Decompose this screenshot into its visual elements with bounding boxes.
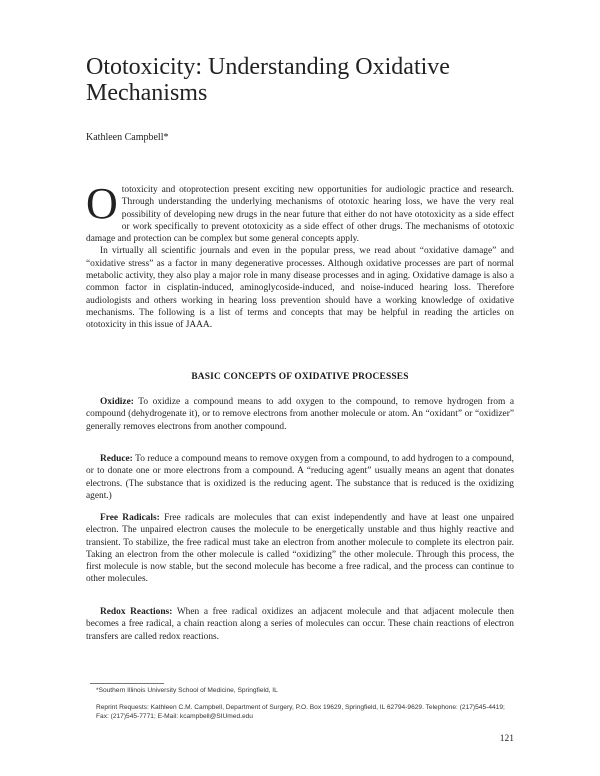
concept-text: To oxidize a compound means to add oxygen to the compound, to remove hydrogen from a compound (dehydrogenate it), or to remove electrons from another molecule or atom. An “oxidant” or “oxidizer” generally removes electrons from another compound. xyxy=(86,397,514,432)
concept-paragraph xyxy=(86,453,514,502)
page-number: 121 xyxy=(499,734,514,744)
concept-text: To reduce a compound means to remove oxygen from a compound, to add hydrogen to a compound, or to donate one or more electrons from a compound. A “reducing agent” usually means an agent that donates electrons. (The substance that is oxidized is the reducing agent. The substance that is reduced is the oxidizing agent.) xyxy=(86,454,514,501)
concept-term: Free Radicals: xyxy=(100,513,160,523)
concept-free-radicals xyxy=(86,512,514,586)
article-title: Ototoxicity: Understanding Oxidative Mechanisms xyxy=(86,54,450,106)
concept-text: Free radicals are molecules that can exist independently and have at least one unpaired electron. The unpaired electron causes the molecule to be energetically unstable and thus highly reactive and transient. To stabilize, the free radical must take an electron from another molecule to complete its electron pair. Taking an electron from the other molecule is called “oxidizing” the other molecule. Through this process, the first molecule is now stable, but the second molecule has become a free radical, and the process can continue to other molecules. xyxy=(86,513,514,585)
concept-oxidize xyxy=(86,396,514,433)
concept-redox-reactions xyxy=(86,606,514,643)
reprint-requests: Reprint Requests: Kathleen C.M. Campbell, Department of Surgery, P.O. Box 19629, Springfield, IL 62794-9629. Telephone: (217)545-4419; Fax: (217)545-7771; E-Mail: kcampbell@SIUmed.edu xyxy=(96,704,505,720)
footnote-divider xyxy=(90,683,164,684)
intro-paragraph-2: In virtually all scientific journals and even in the popular press, we read about “oxidative damage” and “oxidative stress” as a factor in many degenerative processes. Although oxidative processes are part of normal metabolic activity, they also play a major role in many disease processes and in aging. Oxidative damage is also a common factor in cisplatin-induced, aminoglycoside-induced, and noise-induced hearing loss. Therefore audiologists and others working in hearing loss prevention should have a working knowledge of oxidative mechanisms. The following is a list of terms and concepts that may be helpful in reading the articles on ototoxicity in this issue of JAAA. xyxy=(86,246,514,331)
concept-term: Redox Reactions: xyxy=(100,607,173,617)
author-line: Kathleen Campbell* xyxy=(86,132,169,143)
intro-paragraph-1 xyxy=(86,179,514,245)
affiliation-footnote: *Southern Illinois University School of Medicine, Springfield, IL xyxy=(96,687,278,694)
introduction xyxy=(86,179,514,332)
concept-paragraph xyxy=(86,512,514,586)
concept-paragraph xyxy=(86,606,514,643)
concept-term: Oxidize: xyxy=(100,397,134,407)
concept-text: When a free radical oxidizes an adjacent molecule and that adjacent molecule then becomes a free radical, a chain reaction along a series of molecules can occur. These chain reactions of electron transfers are called redox reactions. xyxy=(86,607,514,642)
section-heading: BASIC CONCEPTS OF OXIDATIVE PROCESSES xyxy=(191,372,409,382)
drop-cap: O xyxy=(86,179,118,228)
concept-term: Reduce: xyxy=(100,454,133,464)
concept-paragraph xyxy=(86,396,514,433)
concept-reduce xyxy=(86,453,514,502)
intro-paragraph-1-text: totoxicity and otoprotection present exciting new opportunities for audiologic practice and research. Through understanding the underlying mechanisms of ototoxic hearing loss, we have the very real possibility of developing new drugs in the near future that either do not have ototoxicity as a side effect or work specifically to prevent ototoxicity as a side effect of other drugs. The mechanisms of ototoxic damage and protection can be complex but some general concepts apply. xyxy=(86,185,514,245)
